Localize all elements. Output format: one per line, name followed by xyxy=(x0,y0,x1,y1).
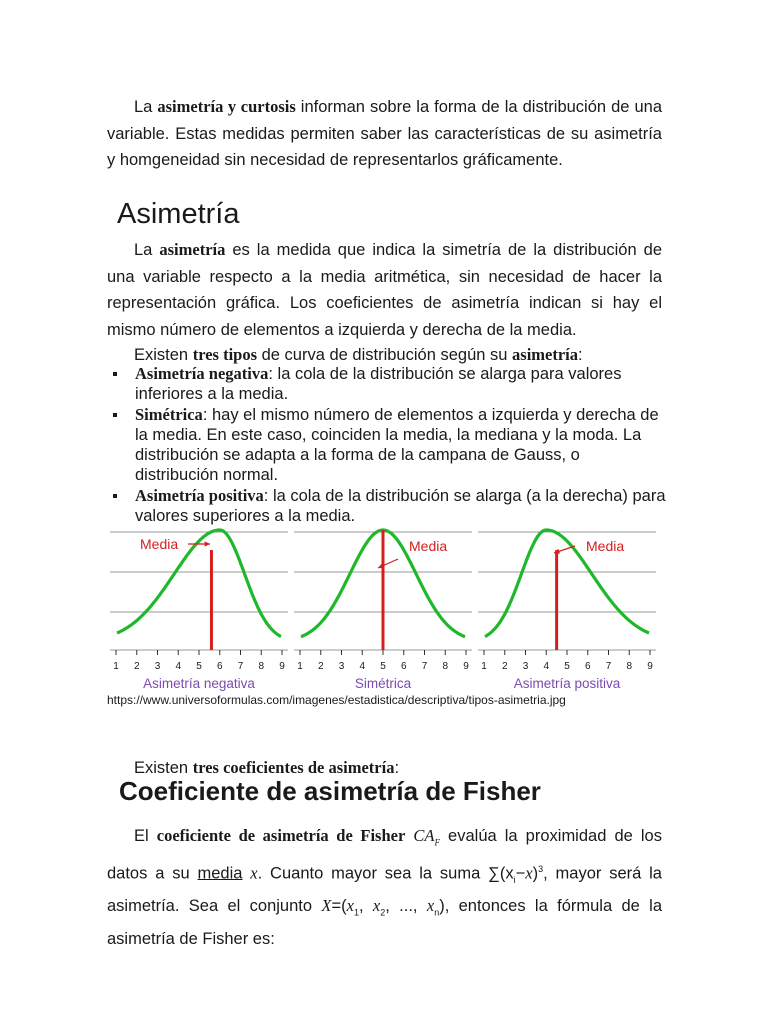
x-tick-label: 9 xyxy=(463,661,469,672)
bullet-text: : la cola de la distribución se alarga (a la derecha) para valores superiores a la media. xyxy=(135,486,666,526)
x-tick-label: 6 xyxy=(400,661,407,672)
coef-pre: Existen xyxy=(134,759,193,777)
fisher-eq: =( xyxy=(331,897,347,916)
intro-text-start: La xyxy=(134,98,158,116)
media-link-text: media xyxy=(197,864,243,883)
sup-3: 3 xyxy=(538,863,544,874)
comma: , xyxy=(358,897,373,916)
x-tick-label: 5 xyxy=(380,661,386,672)
x-tick-label: 8 xyxy=(258,661,265,672)
fisher-pre: El xyxy=(134,827,157,845)
list-item xyxy=(107,405,667,486)
x-tick-label: 4 xyxy=(543,661,550,672)
xn-sub: n xyxy=(434,907,440,918)
bullet-text: : hay el mismo número de elementos a izquierda y derecha de la media. En este caso, coinciden la media, la mediana y la moda. La distribución se adapta a la forma de la campana de Gauss, o distribución normal. xyxy=(135,405,659,485)
intro-bold-term: asimetría y curtosis xyxy=(157,97,296,116)
distribution-curve xyxy=(485,530,649,637)
fisher-paragraph xyxy=(107,823,662,952)
mean-symbol: x xyxy=(250,863,258,883)
fisher-symbol-sub: F xyxy=(434,837,440,848)
x-tick-label: 6 xyxy=(216,661,223,672)
definition-paragraph xyxy=(107,237,662,343)
types-post: : xyxy=(578,346,583,364)
media-annotation: Media xyxy=(140,536,179,552)
bullet-term: Asimetría positiva xyxy=(135,485,264,505)
fisher-bold-term: coeficiente de asimetría de Fisher xyxy=(156,826,406,845)
ellipsis: , ..., xyxy=(385,897,427,916)
bullet-term: Simétrica xyxy=(135,404,203,424)
bullet-text: : la cola de la distribución se alarga para valores inferiores a la media. xyxy=(135,365,622,404)
x-tick-label: 9 xyxy=(647,661,653,672)
bullet-term: Asimetría negativa xyxy=(135,364,269,383)
fisher-paren: ) xyxy=(532,864,539,883)
mean-symbol-2: x xyxy=(525,863,533,883)
chart-panel xyxy=(294,530,472,691)
asymmetry-types-list xyxy=(107,364,667,526)
x-tick-label: 4 xyxy=(359,661,366,672)
x1-sub: 1 xyxy=(353,907,359,918)
x-tick-label: 7 xyxy=(605,661,612,672)
x2: x xyxy=(372,896,381,916)
fisher-text-3: , mayor será la asimetría. Sea el conjunto xyxy=(107,864,662,916)
x-tick-label: 2 xyxy=(133,661,140,672)
asymmetry-charts-figure xyxy=(108,522,660,692)
xn: x xyxy=(426,896,435,916)
intro-paragraph xyxy=(107,94,662,174)
fisher-text-2: . Cuanto mayor sea la suma ∑(x xyxy=(257,864,514,883)
x-tick-label: 3 xyxy=(522,661,529,672)
def-bold-term: asimetría xyxy=(159,240,226,259)
list-item xyxy=(107,486,667,527)
x-tick-label: 2 xyxy=(501,661,508,672)
sub-i: i xyxy=(513,874,516,885)
x2-sub: 2 xyxy=(380,907,386,918)
types-intro-line xyxy=(134,345,583,365)
x-tick-label: 5 xyxy=(196,661,202,672)
x-tick-label: 3 xyxy=(154,661,161,672)
coef-bold: tres coeficientes de asimetría xyxy=(192,758,395,777)
intro-text-end: informan sobre la forma de la distribución de una variable. Estas medidas permiten saber las características de su asimetría y homgeneidad sin necesidad de representarlos gráficamente. xyxy=(107,98,662,169)
media-annotation: Media xyxy=(409,538,448,554)
x-tick-label: 8 xyxy=(626,661,633,672)
heading-asimetria: Asimetría xyxy=(117,198,240,230)
list-item xyxy=(107,364,667,405)
x-tick-label: 5 xyxy=(564,661,570,672)
x-tick-label: 8 xyxy=(442,661,449,672)
types-bold-1: tres tipos xyxy=(192,345,258,364)
x1: x xyxy=(346,896,354,916)
chart-panel xyxy=(478,530,656,691)
annotation-arrowhead xyxy=(554,549,560,554)
coef-post: : xyxy=(394,759,400,777)
types-pre: Existen xyxy=(134,346,193,364)
x-tick-label: 1 xyxy=(481,661,487,672)
x-tick-label: 7 xyxy=(421,661,428,672)
heading-fisher: Coeficiente de asimetría de Fisher xyxy=(119,776,541,806)
chart-panel xyxy=(110,530,288,691)
coefficients-intro-line xyxy=(134,758,399,778)
x-tick-label: 4 xyxy=(175,661,182,672)
fisher-symbol: CA xyxy=(413,826,435,845)
media-annotation: Media xyxy=(586,538,625,554)
x-tick-label: 3 xyxy=(338,661,345,672)
x-tick-label: 9 xyxy=(279,661,285,672)
fisher-minus: − xyxy=(515,864,526,883)
x-tick-label: 1 xyxy=(297,661,303,672)
source-url: https://www.universoformulas.com/imagenes/estadistica/descriptiva/tipos-asimetria.jpg xyxy=(107,693,566,707)
x-tick-label: 7 xyxy=(237,661,244,672)
chart-title: Simétrica xyxy=(354,676,412,691)
fisher-text-1: evalúa la proximidad de los datos a su xyxy=(107,827,662,883)
fisher-text-4: ), entonces la fórmula de la asimetría de Fisher es: xyxy=(107,897,663,948)
types-bold-2: asimetría xyxy=(512,345,579,364)
chart-title: Asimetría negativa xyxy=(143,676,255,691)
chart-title: Asimetría positiva xyxy=(513,676,621,691)
set-x: X xyxy=(321,896,332,916)
x-tick-label: 1 xyxy=(113,661,119,672)
x-tick-label: 2 xyxy=(317,661,324,672)
def-text-start: La xyxy=(134,241,160,259)
x-tick-label: 6 xyxy=(584,661,591,672)
annotation-arrowhead xyxy=(205,541,210,546)
types-mid: de curva de distribución según su xyxy=(257,346,513,364)
def-text-end: es la medida que indica la simetría de la distribución de una variable respecto a la media aritmética, sin necesidad de hacer la representación gráfica. Los coeficientes de asimetría indican si hay el mismo número de elementos a izquierda y derecha de la media. xyxy=(107,241,663,339)
